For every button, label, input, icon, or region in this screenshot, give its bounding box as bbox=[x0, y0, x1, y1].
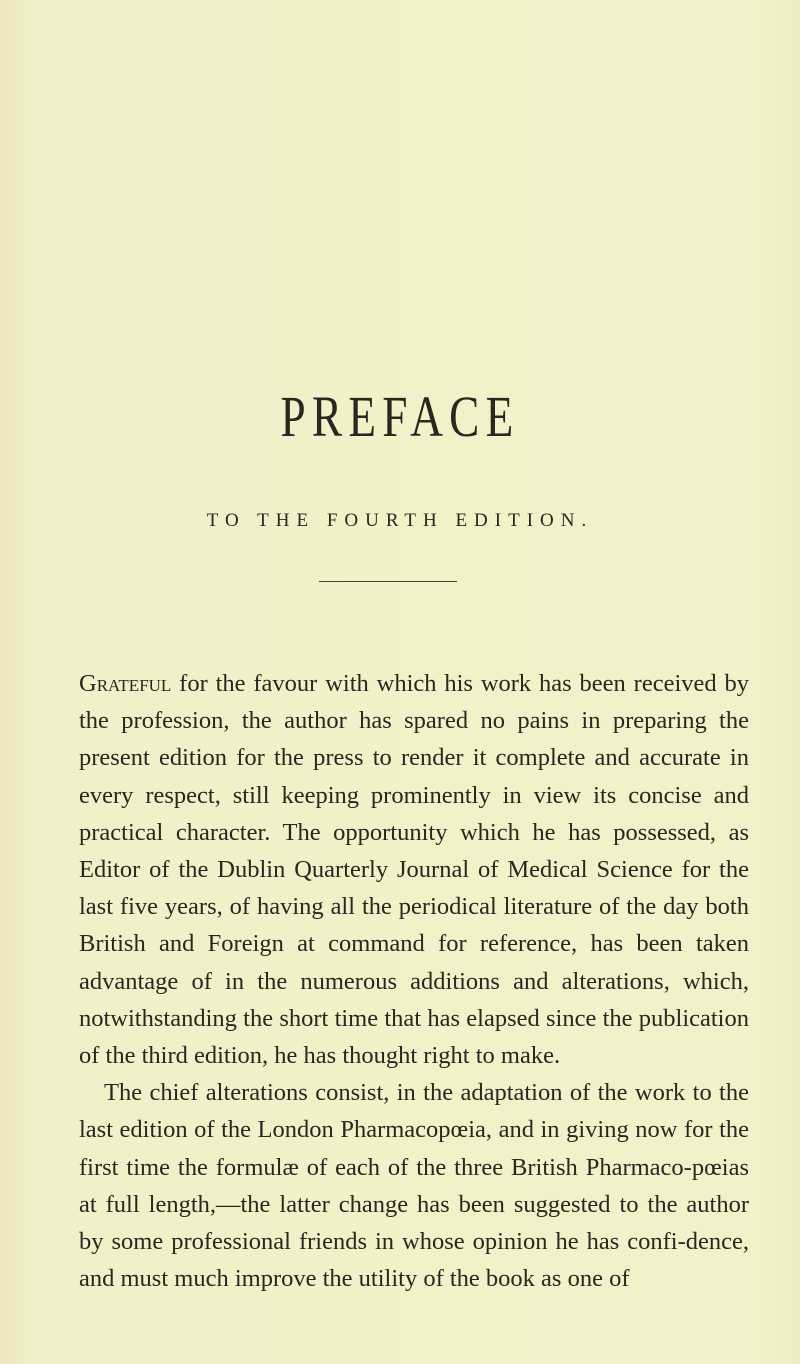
paragraph-1-text: for the favour with which his work has been received by the profession, the author has spared no pains in preparing the present edition for the press to render it complete and accurate in every respect, still keeping prominently in view its concise and practical character. The opportunity which he has possessed, as Editor of the Dublin Quarterly Journal of Medical Science for the last five years, of having all the periodical literature of the day both British and Foreign at command for reference, has been taken advantage of in the numerous additions and alterations, which, notwithstanding the short time that has elapsed since the publication of the third edition, he has thought right to make. bbox=[79, 670, 749, 1070]
body-text bbox=[79, 665, 749, 1297]
paragraph-2-text: The chief alterations consist, in the adaptation of the work to the last edition of the London Pharmacopœia, and in giving now for the first time the formulæ of each of the three British Pharmaco-pœias at full length,—the latter change has been suggested to the author by some professional friends in whose opinion he has confi-dence, and must much improve the utility of the book as one of bbox=[79, 1079, 749, 1293]
page-title: PREFACE bbox=[280, 384, 520, 449]
divider-rule bbox=[319, 581, 457, 582]
paragraph-2 bbox=[79, 1074, 749, 1297]
paragraph-1 bbox=[79, 665, 749, 1074]
page-subtitle: TO THE FOURTH EDITION. bbox=[206, 510, 594, 531]
paragraph-1-lead: Grateful bbox=[79, 670, 172, 697]
